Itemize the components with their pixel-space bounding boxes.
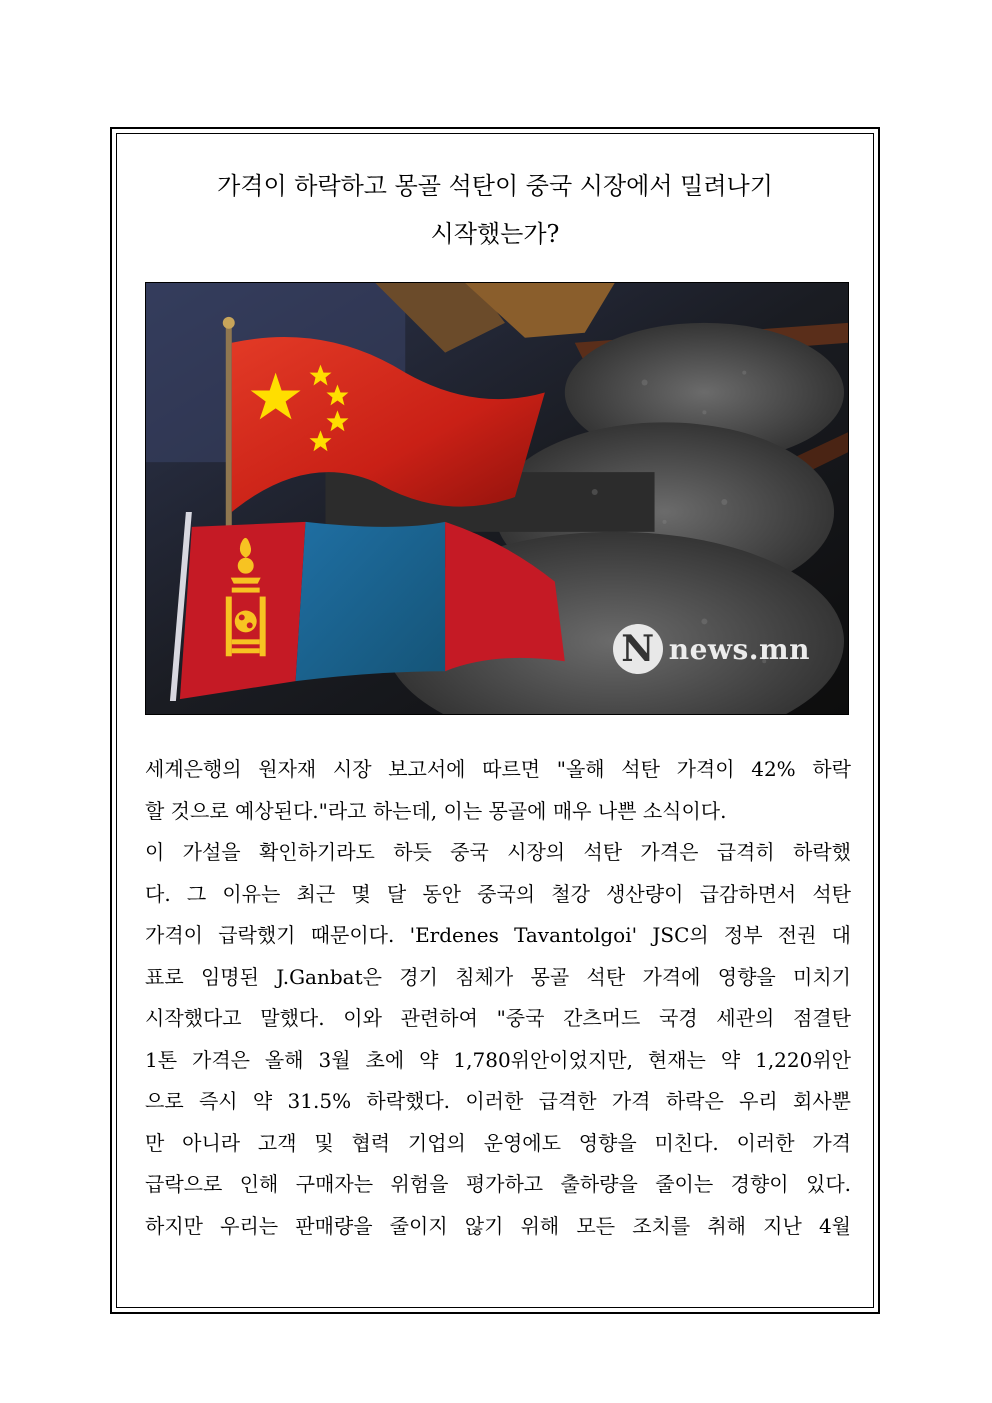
body-line: 다. 그 이유는 최근 몇 달 동안 중국의 철강 생산량이 급감하면서 석탄 xyxy=(145,881,851,906)
body-line: 1톤 가격은 올해 3월 초에 약 1,780위안이었지만, 현재는 약 1,220위안 xyxy=(145,1047,851,1072)
news-watermark-text: news.mn xyxy=(668,632,810,666)
article-body xyxy=(145,749,851,1247)
body-line: 으로 즉시 약 31.5% 하락했다. 이러한 급격한 가격 하락은 우리 회사뿐 xyxy=(145,1089,851,1113)
body-line: 시작했다고 말했다. 이와 관련하여 "중국 간츠머드 국경 세관의 점결탄 xyxy=(145,1006,851,1030)
news-watermark xyxy=(613,624,810,674)
body-line: 가격이 급락했기 때문이다. 'Erdenes Tavantolgoi' JSC의 정부 전권 대 xyxy=(145,923,851,947)
body-line: 세계은행의 원자재 시장 보고서에 따르면 "올해 석탄 가격이 42% 하락 xyxy=(145,757,851,781)
body-line: 급락으로 인해 구매자는 위험을 평가하고 출하량을 줄이는 경향이 있다. xyxy=(145,1172,851,1196)
article-title xyxy=(117,162,873,258)
body-line: 이 가설을 확인하기라도 하듯 중국 시장의 석탄 가격은 급격히 하락했 xyxy=(145,840,851,864)
title-line-1: 가격이 하락하고 몽골 석탄이 중국 시장에서 밀려나기 xyxy=(217,172,773,200)
title-line-2: 시작했는가? xyxy=(430,220,560,248)
page-border-inner xyxy=(116,133,874,1308)
body-line: 만 아니라 고객 및 협력 기업의 운영에도 영향을 미친다. 이러한 가격 xyxy=(145,1130,851,1155)
news-logo-icon: N xyxy=(613,624,663,674)
body-line: 표로 임명된 J.Ganbat은 경기 침체가 몽골 석탄 가격에 영향을 미치기 xyxy=(145,964,851,989)
body-line: 할 것으로 예상된다."라고 하는데, 이는 몽골에 매우 나쁜 소식이다. xyxy=(145,798,727,823)
article-photo xyxy=(145,282,849,715)
page-border-outer xyxy=(110,127,880,1314)
body-line: 하지만 우리는 판매량을 줄이지 않기 위해 모든 조치를 취해 지난 4월 xyxy=(145,1213,851,1238)
